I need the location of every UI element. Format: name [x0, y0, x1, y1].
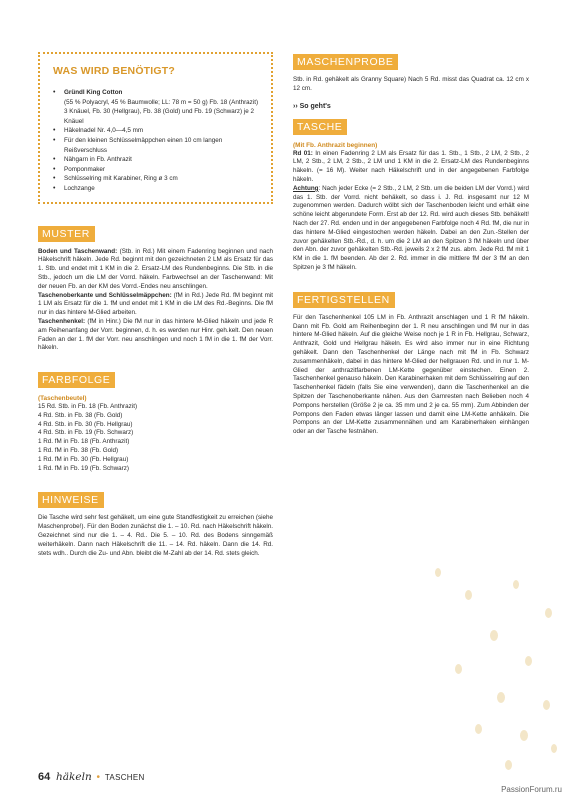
tasche-subtitle: (Mit Fb. Anthrazit beginnen) — [293, 141, 378, 149]
category-label: TASCHEN — [104, 773, 145, 782]
fertigstellen-section — [293, 290, 529, 437]
farbfolge-line: 15 Rd. Stb. in Fb. 18 (Fb. Anthrazit) — [38, 403, 138, 411]
materials-item-yarn — [53, 88, 261, 126]
muster-label-2: Taschenoberkante und Schlüsselmäppchen: — [38, 291, 172, 299]
tasche-round-1 — [293, 150, 529, 185]
farbfolge-line: 1 Rd. fM in Fb. 38 (Fb. Gold) — [38, 447, 119, 455]
muster-label-1: Boden und Taschenwand: — [38, 247, 118, 255]
so-gehts-heading: ›› So geht's — [293, 102, 331, 110]
page-number: 64 — [38, 771, 51, 783]
maschenprobe-text: Stb. in Rd. gehäkelt als Granny Square) Nach 5 Rd. misst das Quadrat ca. 12 cm x 12 cm. — [293, 76, 529, 92]
maschenprobe-section — [293, 52, 529, 94]
round-label: Rd 01: — [293, 149, 313, 157]
muster-heading: MUSTER — [38, 226, 95, 242]
yarn-name: Gründl King Cotton — [64, 89, 123, 96]
farbfolge-line: 4 Rd. Stb. in Fb. 38 (Fb. Gold) — [38, 411, 123, 419]
hinweise-section — [38, 490, 273, 558]
materials-item-zip: • Für den kleinen Schlüsselmäppchen einen 10 cm langen Reißverschluss — [53, 136, 261, 155]
page-footer — [38, 771, 145, 783]
farbfolge-section — [38, 370, 273, 473]
materials-item-tongs: • Lochzange — [53, 184, 261, 194]
maschenprobe-heading: MASCHENPROBE — [293, 54, 398, 70]
materials-item-hook: • Häkelnadel Nr. 4,0—4,5 mm — [53, 126, 261, 136]
muster-paragraph-1 — [38, 248, 273, 292]
materials-list — [53, 88, 261, 194]
muster-paragraph-3 — [38, 318, 273, 353]
muster-text-3: (fM in Hinr.) Die fM nur in das hintere M-Glied häkeln und jede R am Reihenanfang der Vorr. beginnen, d. h. es werden nur Hinr. geh.kelt. Den neuen Faden an der 1. fM der Vorr. neu anschlingen und noch 1 fM in die 1. fM der Vorr. häkeln. — [38, 317, 273, 352]
farbfolge-line: 1 Rd. fM in Fb. 30 (Fb. Hellgrau) — [38, 455, 129, 463]
right-column — [293, 52, 529, 437]
materials-item-pompon: • Pomponmaker — [53, 165, 261, 175]
muster-section — [38, 224, 273, 354]
fertigstellen-text: Für den Taschenhenkel 105 LM in Fb. Anthrazit anschlagen und 1 R fM häkeln. Dann mit Fb. Gold am Reihenbeginn der 1. R neu anschlingen und fM nur in das hintere M-Glied häkeln. Auf die gleiche Weise noch je 1 R in Fb. Hellgrau, Schwarz, Anthrazit, Gold und Hellgrau häkeln. Es wird also immer nur in eine Richtung gehäkelt. Dann den Taschenhenkel der Länge nach mit fM in Fb. Schwarz zusammenhäkeln, dabei in das hintere M-Glied der hellgrauen Rd. und in nur 1. M-Glied der anthrazitfarbenen LM-Kette gegenüber einstechen. Einen 2. Taschenhenkel genauso häkeln. Den Karabinerhaken mit dem Schlüsselring auf den Taschenhenkel fädeln (falls Sie eine verwenden), dann die Taschenhenkel an die Spitzen der Taschenoberkante nähen. Aus den Garnresten nach Belieben noch 4 Pompons herstellen (Größe 2 je ca. 35 mm und 2 je ca. 55 mm). Zum Abbinden der Pompons den Faden etwas länger lassen und damit eine LM-Kette anhäkeln. Die Pompons an der LM-Kette zusammennähen und am Karabinerhaken einhängen oder an der Tasche festnähen. — [293, 313, 529, 436]
brand-name: häkeln — [56, 771, 92, 783]
farbfolge-line: 1 Rd. fM in Fb. 19 (Fb. Schwarz) — [38, 464, 129, 472]
tasche-achtung — [293, 185, 529, 273]
farbfolge-line: 4 Rd. Stb. in Fb. 19 (Fb. Schwarz) — [38, 429, 134, 437]
farbfolge-subtitle: (Taschenbeutel) — [38, 395, 87, 403]
achtung-text: : Nach jeder Ecke (= 2 Stb., 2 LM, 2 Stb. um die beiden LM der Vorrd.) wird das 1. Stb. der Vorrd. nicht behäkelt, so dass i. J. Rd. insgesamt nur 12 M zugenommen werden. Dadurch wölbt sich der Taschenboden leicht und erhält eine schöne leicht abgerundete Form. Erst ab der 12. Rd. wird auch dieses Stb. behäkelt! Nach der 27. Rd. enden und in der angegebenen Farbfolge noch 4 Rd. fM, die nur in das hintere M-Glied eingestochen werden häkeln. Dabei an den Zun.-Stellen der zuvor gehäkelten Stb.-Rd., d. h. um die 2 LM an den Spitzen 3 fM häkeln und über den Abn. der zuvor gehäkelten Stb.-Rd. jeweils 2 x 2 fM zus. abm. Jede Rd. fM mit 1 KM in die 1. fM beenden. Ab der 2. Rd. immer in die mittlere fM der 3 fM an den Spitzen je 3 fM häkeln. — [293, 184, 529, 271]
separator-dot: • — [96, 772, 101, 783]
round-text: In einen Fadenring 2 LM als Ersatz für das 1. Stb., 1 Stb., 2 LM, 2 Stb., 2 LM, 2 Stb., 2 LM, 2 Stb., 2 LM und 1 KM in die 2. Ersatz-LM des Rundenbeginns häkeln. (= 16 M). Weiter nach Häkelschrift und in der angegebenen Farbfolge häkeln. — [293, 149, 529, 183]
tasche-heading: TASCHE — [293, 119, 347, 135]
muster-label-3: Taschenhenkel: — [38, 317, 86, 325]
materials-title: WAS WIRD BENÖTIGT? — [53, 65, 176, 77]
fertigstellen-heading: FERTIGSTELLEN — [293, 292, 395, 308]
muster-paragraph-2 — [38, 292, 273, 318]
decorative-ovals — [395, 560, 565, 790]
materials-item-keyring: • Schlüsselring mit Karabiner, Ring ø 3 cm — [53, 174, 261, 184]
farbfolge-line: 4 Rd. Stb. in Fb. 30 (Fb. Hellgrau) — [38, 420, 133, 428]
left-column — [38, 52, 273, 558]
muster-text-1: (Stb. in Rd.) Mit einem Fadenring beginnen und nach Häkelschrift häkeln. Jede Rd. beginnt mit den gezeichneten 2 LM als Ersatz für das 1. Stb. und endet mit 1 KM in die 2. Ersatz-LM des Rundenbeginns. Die Stb. in die Stb., jedoch um die LM der Vorrd. häkeln. Farbwechsel an der Taschenwand: Mit der neuen Fb. an der KM des Vorrd.-Endes neu anschlingen. — [38, 247, 274, 290]
materials-box — [38, 52, 273, 204]
muster-text-2: (fM in Rd.) Jede Rd. fM beginnt mit 1 LM als Ersatz für die 1. fM und endet mit 1 KM in die LM des Rd.-Beginns. Die fM nur in das hintere M-Glied arbeiten. — [38, 291, 273, 317]
farbfolge-line: 1 Rd. fM in Fb. 18 (Fb. Anthrazit) — [38, 438, 130, 446]
watermark: PassionForum.ru — [501, 785, 562, 794]
yarn-detail: (55 % Polyacryl, 45 % Baumwolle; LL: 78 m = 50 g) Fb. 18 (Anthrazit) 3 Knäuel, Fb. 30 (Hellgrau), Fb. 38 (Gold) und Fb. 19 (Schwarz) je 2 Knäuel — [64, 98, 259, 125]
achtung-label: Achtung — [293, 184, 319, 192]
materials-item-thread: • Nähgarn in Fb. Anthrazit — [53, 155, 261, 165]
hinweise-heading: HINWEISE — [38, 492, 104, 508]
tasche-section — [293, 117, 529, 273]
farbfolge-heading: FARBFOLGE — [38, 372, 115, 388]
hinweise-text: Die Tasche wird sehr fest gehäkelt, um eine gute Standfestigkeit zu erreichen (siehe Maschenprobe!). Für den Boden zunächst die 1. – 10. Rd. nach Häkelschrift häkeln. Gezeichnet sind nur die 1. – 4. Rd.. Die 5. – 10. Rd. des Bodens sinngemäß weiterhäkeln. Dann nach Häkelschrift die 11. – 14. Rd. häkeln. Dann die 14. Rd. stets wdh.. Durch die Zu- und Abn. bleibt die M-Zahl ab der 14. Rd. stets gleich. — [38, 514, 273, 557]
